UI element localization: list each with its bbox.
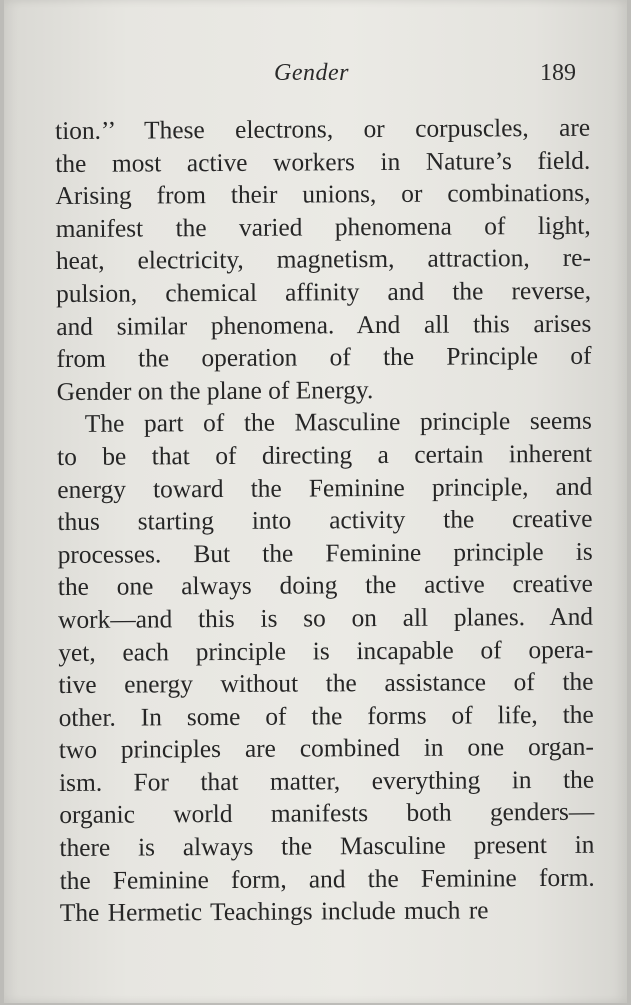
page-header xyxy=(4,58,627,92)
text-line: manifest the varied phenomena of light, xyxy=(55,211,591,243)
text-line: from the operation of the Principle of xyxy=(56,341,592,374)
text-line: thus starting into activity the creative xyxy=(57,504,593,537)
text-line: there is always the Masculine present in xyxy=(59,830,595,863)
paragraph-start-line: The part of the Masculine principle seems xyxy=(84,407,592,439)
text-line: ism. For that matter, everything in the xyxy=(58,765,595,797)
paragraph-end-line: Gender on the plane of Energy. xyxy=(56,375,374,406)
page-number: 189 xyxy=(540,60,576,86)
text-line: organic world manifests both genders— xyxy=(59,798,595,830)
text-line: tion.’’ These electrons, or corpuscles, are xyxy=(55,113,591,145)
text-line: the most active workers in Nature’s field. xyxy=(55,146,591,178)
book-page xyxy=(4,0,627,1003)
body-text xyxy=(55,112,595,930)
text-line: energy toward the Feminine principle, and xyxy=(57,472,593,504)
text-line: The Hermetic Teachings include much re xyxy=(59,896,489,928)
text-line: heat, electricity, magnetism, attraction, re- xyxy=(55,244,591,276)
text-line: and similar phenomena. And all this arises xyxy=(56,309,592,341)
text-line: other. In some of the forms of life, the xyxy=(58,700,594,732)
text-line: two principles are combined in one organ- xyxy=(58,733,594,765)
text-line: processes. But the Feminine principle is xyxy=(57,537,593,569)
text-line: the one always doing the active creative xyxy=(57,570,593,602)
text-line: tive energy without the assistance of the xyxy=(58,667,594,700)
text-line: the Feminine form, and the Feminine form. xyxy=(59,863,595,895)
text-line: work—and this is so on all planes. And xyxy=(57,602,594,634)
text-line: Arising from their unions, or combinations, xyxy=(55,178,591,211)
text-line: yet, each principle is incapable of opera- xyxy=(58,635,594,667)
text-line: pulsion, chemical affinity and the reverse, xyxy=(56,276,592,308)
text-line: to be that of directing a certain inherent xyxy=(57,439,593,471)
running-head: Gender xyxy=(274,60,349,86)
